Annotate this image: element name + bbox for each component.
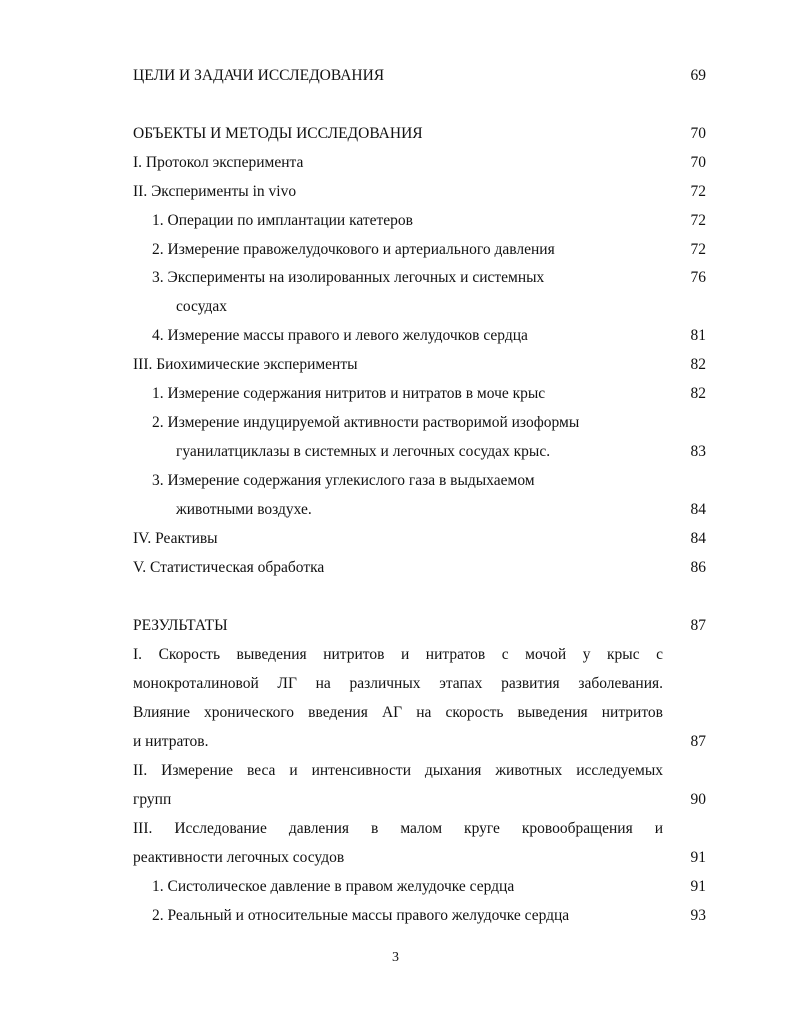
- toc-heading-methods: ОБЪЕКТЫ И МЕТОДЫ ИССЛЕДОВАНИЯ: [133, 125, 423, 142]
- toc-subentry: 1. Систолическое давление в правом желудочке сердца: [152, 878, 515, 895]
- toc-page-number: 76: [690, 269, 706, 286]
- toc-entry-line: I. Скорость выведения нитритов и нитратов с мочой у крыс с: [133, 646, 663, 663]
- toc-subentry: 2. Реальный и относительные массы правого желудочке сердца: [152, 907, 570, 924]
- toc-page-number: 90: [690, 791, 706, 808]
- toc-entry: III. Биохимические эксперименты: [133, 356, 358, 373]
- toc-page-number: 87: [690, 733, 706, 750]
- toc-subentry: 1. Операции по имплантации катетеров: [152, 212, 413, 229]
- toc-page-number: 87: [690, 617, 706, 634]
- toc-page-number: 82: [690, 356, 706, 373]
- toc-entry: IV. Реактивы: [133, 530, 218, 547]
- toc-page-number: 81: [690, 327, 706, 344]
- toc-entry: I. Протокол эксперимента: [133, 154, 304, 171]
- toc-subentry-continuation: сосудах: [176, 298, 227, 315]
- toc-page-number: 72: [690, 183, 706, 200]
- toc-page-number: 72: [690, 241, 706, 258]
- toc-entry-line: монокроталиновой ЛГ на различных этапах развития заболевания.: [133, 675, 663, 692]
- toc-entry: II. Эксперименты in vivo: [133, 183, 297, 200]
- toc-entry-line: II. Измерение веса и интенсивности дыхания животных исследуемых: [133, 762, 663, 779]
- toc-page-number: 83: [690, 443, 706, 460]
- toc-page-number: 91: [690, 878, 706, 895]
- toc-entry-line: групп: [133, 791, 172, 808]
- toc-entry-line: III. Исследование давления в малом круге кровообращения и: [133, 820, 663, 837]
- page-number-footer: 3: [392, 950, 399, 965]
- toc-page-number: 82: [690, 385, 706, 402]
- toc-entry-line: и нитратов.: [133, 733, 209, 750]
- toc-page-number: 84: [690, 530, 706, 547]
- toc-page-number: 70: [690, 154, 706, 171]
- toc-page-number: 86: [690, 559, 706, 576]
- toc-page-number: 69: [690, 67, 706, 84]
- toc-heading-aims: ЦЕЛИ И ЗАДАЧИ ИССЛЕДОВАНИЯ: [133, 67, 385, 84]
- toc-entry-line: Влияние хронического введения АГ на скорость выведения нитритов: [133, 704, 663, 721]
- toc-subentry: 4. Измерение массы правого и левого желудочков сердца: [152, 327, 528, 344]
- toc-subentry: 1. Измерение содержания нитритов и нитратов в моче крыс: [152, 385, 546, 402]
- toc-page-number: 72: [690, 212, 706, 229]
- toc-subentry: 2. Измерение правожелудочкового и артериального давления: [152, 241, 555, 258]
- toc-page-number: 70: [690, 125, 706, 142]
- toc-subentry-continuation: животными воздухе.: [176, 501, 312, 518]
- toc-subentry: 3. Эксперименты на изолированных легочных и системных: [152, 269, 545, 286]
- toc-entry-line: реактивности легочных сосудов: [133, 849, 345, 866]
- toc-subentry: 3. Измерение содержания углекислого газа в выдыхаемом: [152, 472, 535, 489]
- toc-page-number: 91: [690, 849, 706, 866]
- toc-page-number: 93: [690, 907, 706, 924]
- toc-page-number: 84: [690, 501, 706, 518]
- toc-subentry-continuation: гуанилатциклазы в системных и легочных сосудах крыс.: [176, 443, 551, 460]
- toc-entry: V. Статистическая обработка: [133, 559, 325, 576]
- toc-heading-results: РЕЗУЛЬТАТЫ: [133, 617, 228, 634]
- toc-subentry: 2. Измерение индуцируемой активности растворимой изоформы: [152, 414, 580, 431]
